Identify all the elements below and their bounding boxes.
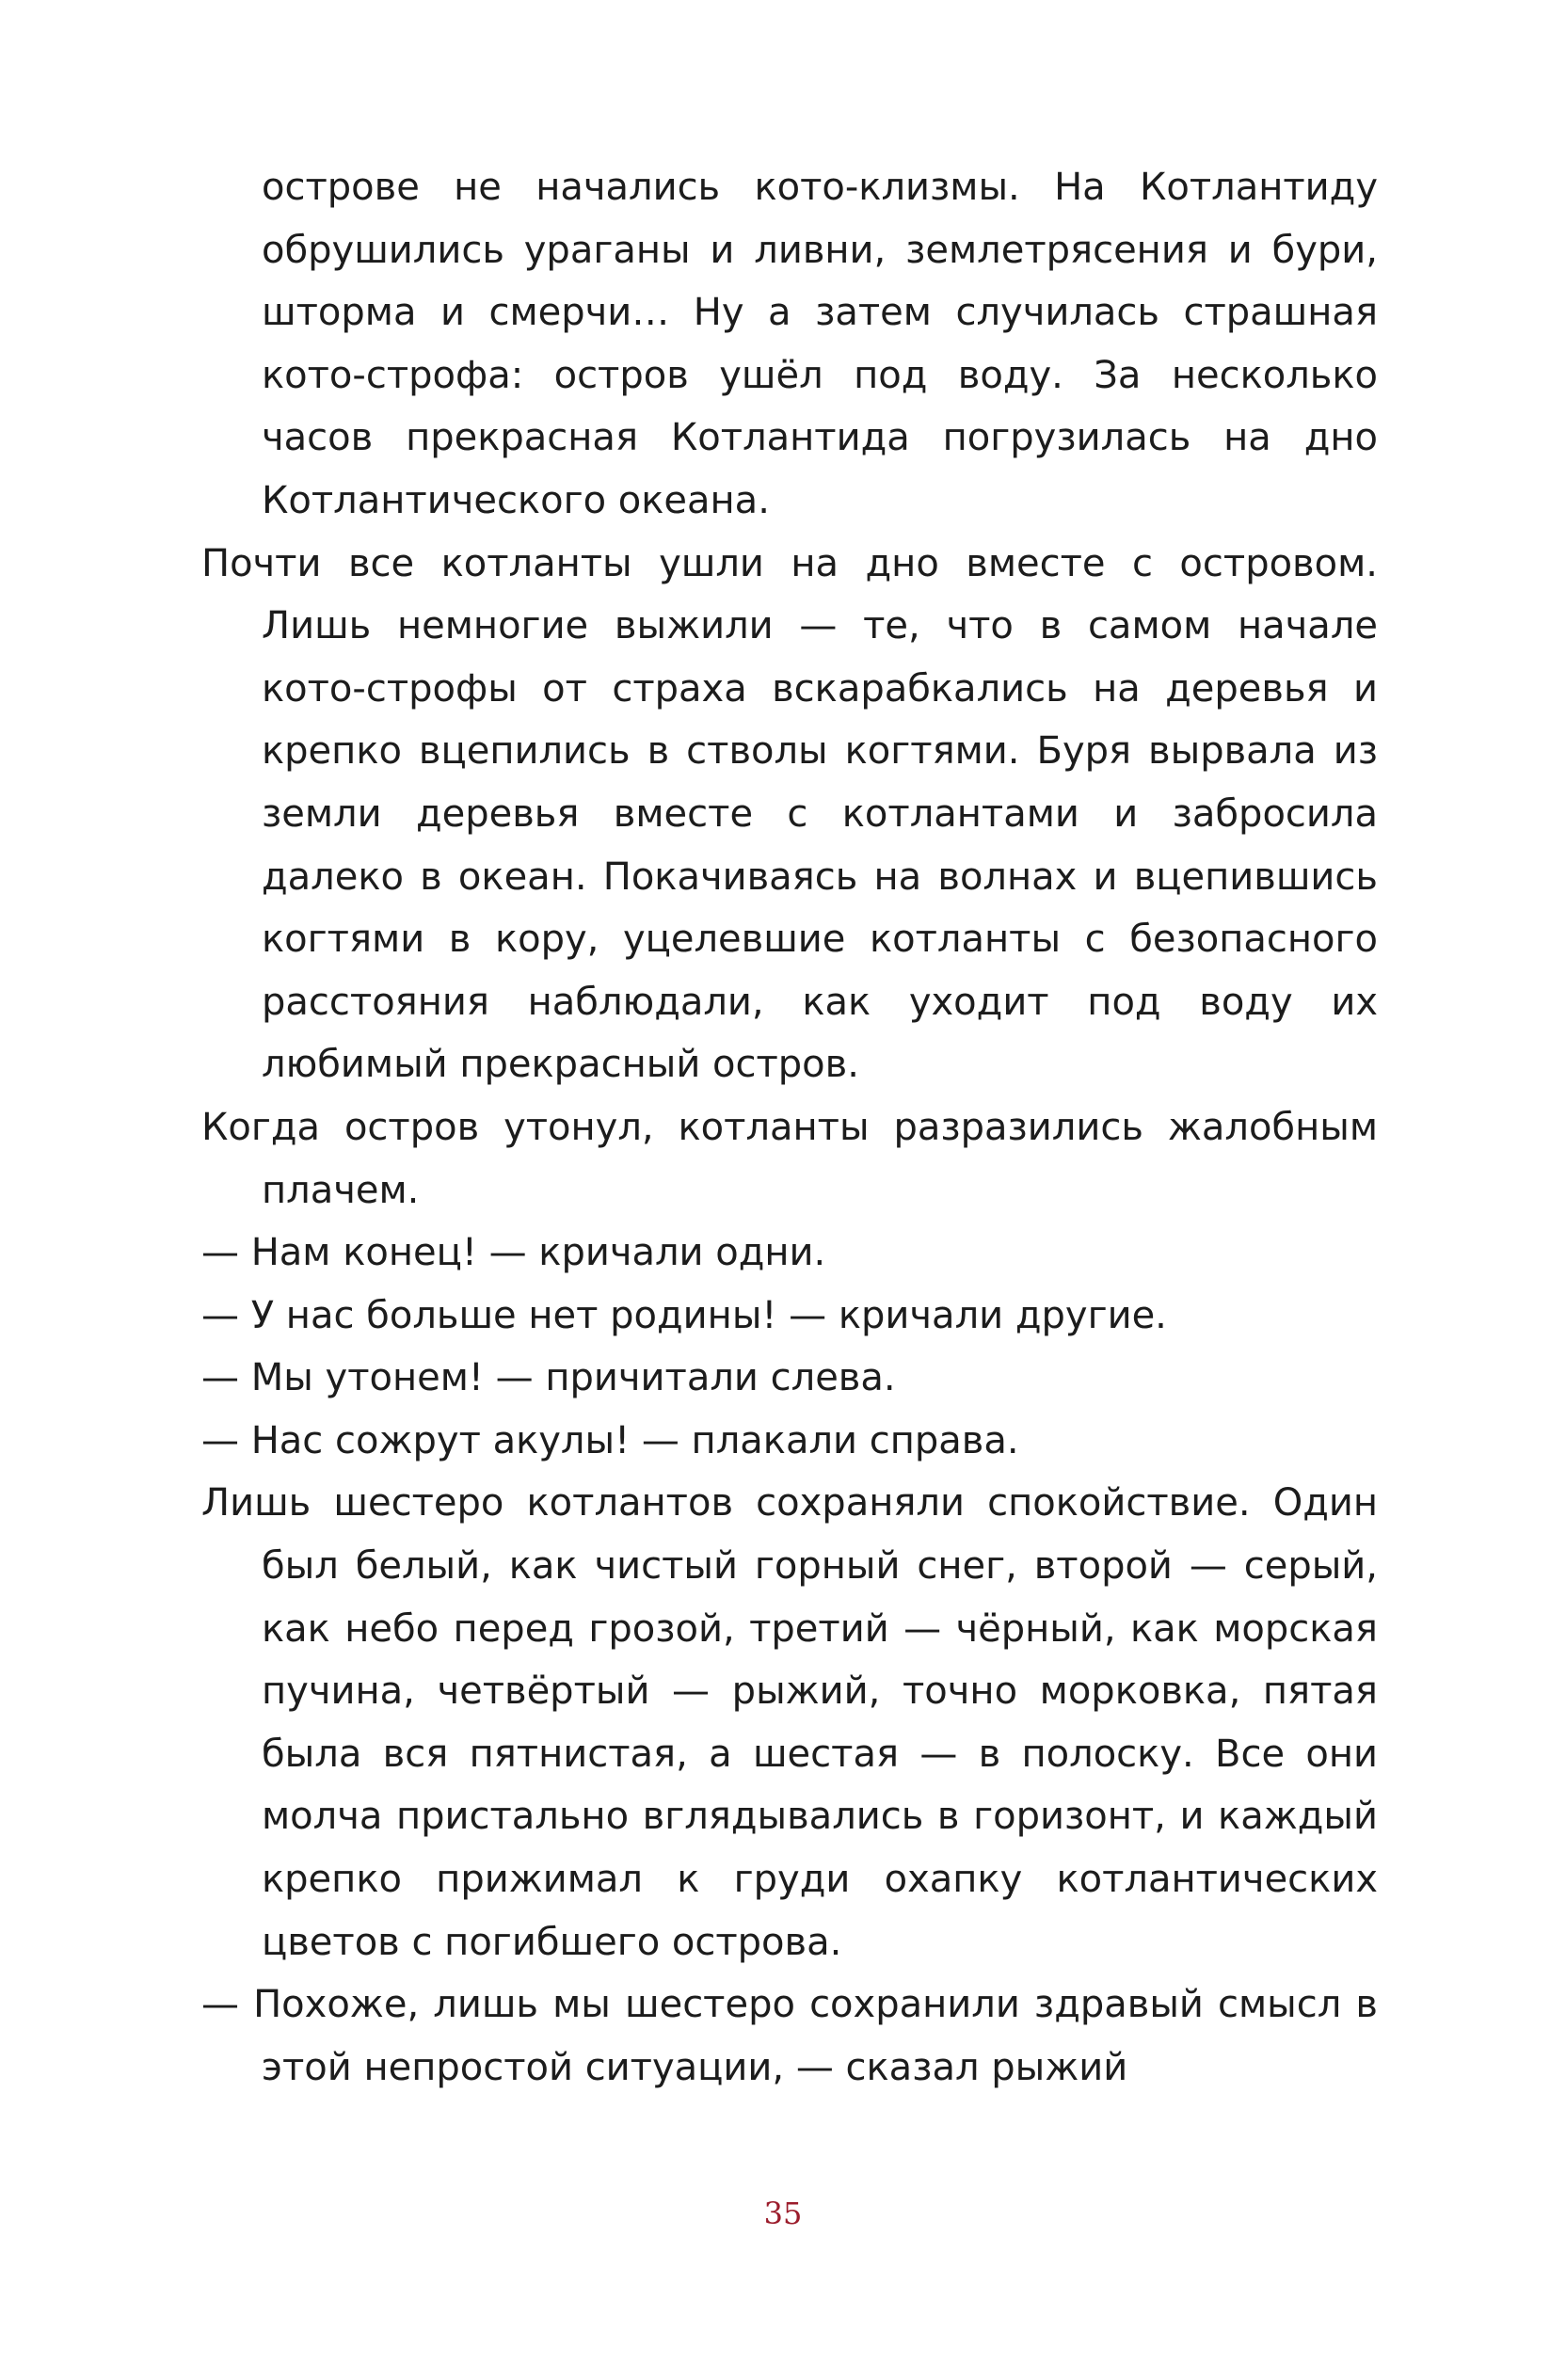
dialogue-line: — Похоже, лишь мы шестеро сохранили здравый смысл в этой непростой ситуации, — сказал рыжий <box>201 1983 1378 2089</box>
paragraph-narration: Когда остров утонул, котланты разразились жалобным плачем. <box>201 1105 1378 1212</box>
dialogue-line: — Нас сожрут акулы! — плакали справа. <box>201 1418 1019 1462</box>
paragraph-continuation: острове не начались кото-клизмы. На Котлантиду обрушились ураганы и ливни, землетрясения и бури, шторма и смерчи… Ну а затем случилась страшная кото-строфа: остров ушёл под воду. За несколько часов прекрасная Котлантида погрузилась на дно Котлантического океана. <box>262 166 1378 522</box>
paragraph-narration: Почти все котланты ушли на дно вместе с островом. Лишь немногие выжили — те, что в самом начале кото-строфы от страха вскарабкались на деревья и крепко вцепились в стволы когтями. Буря вырвала из земли деревья вместе с котлантами и забросила далеко в океан. Покачиваясь на волнах и вцепившись когтями в кору, уцелевшие котланты с безопасного расстояния наблюдали, как уходит под воду их любимый прекрасный остров. <box>201 541 1378 1087</box>
paragraph-narration: Лишь шестеро котлантов сохраняли спокойствие. Один был белый, как чистый горный снег, второй — серый, как небо перед грозой, третий — чёрный, как морская пучина, четвёртый — рыжий, точно морковка, пятая была вся пятнистая, а шестая — в полоску. Все они молча пристально вглядывались в горизонт, и каждый крепко прижимал к груди охапку котлантических цветов с погибшего острова. <box>201 1481 1378 1964</box>
dialogue-line: — Нам конец! — кричали одни. <box>201 1231 826 1275</box>
body-text <box>201 156 1378 2099</box>
dialogue-line: — У нас больше нет родины! — кричали другие. <box>201 1293 1167 1337</box>
dialogue-line: — Мы утонем! — причитали слева. <box>201 1356 896 1400</box>
page-number: 35 <box>763 2196 803 2231</box>
